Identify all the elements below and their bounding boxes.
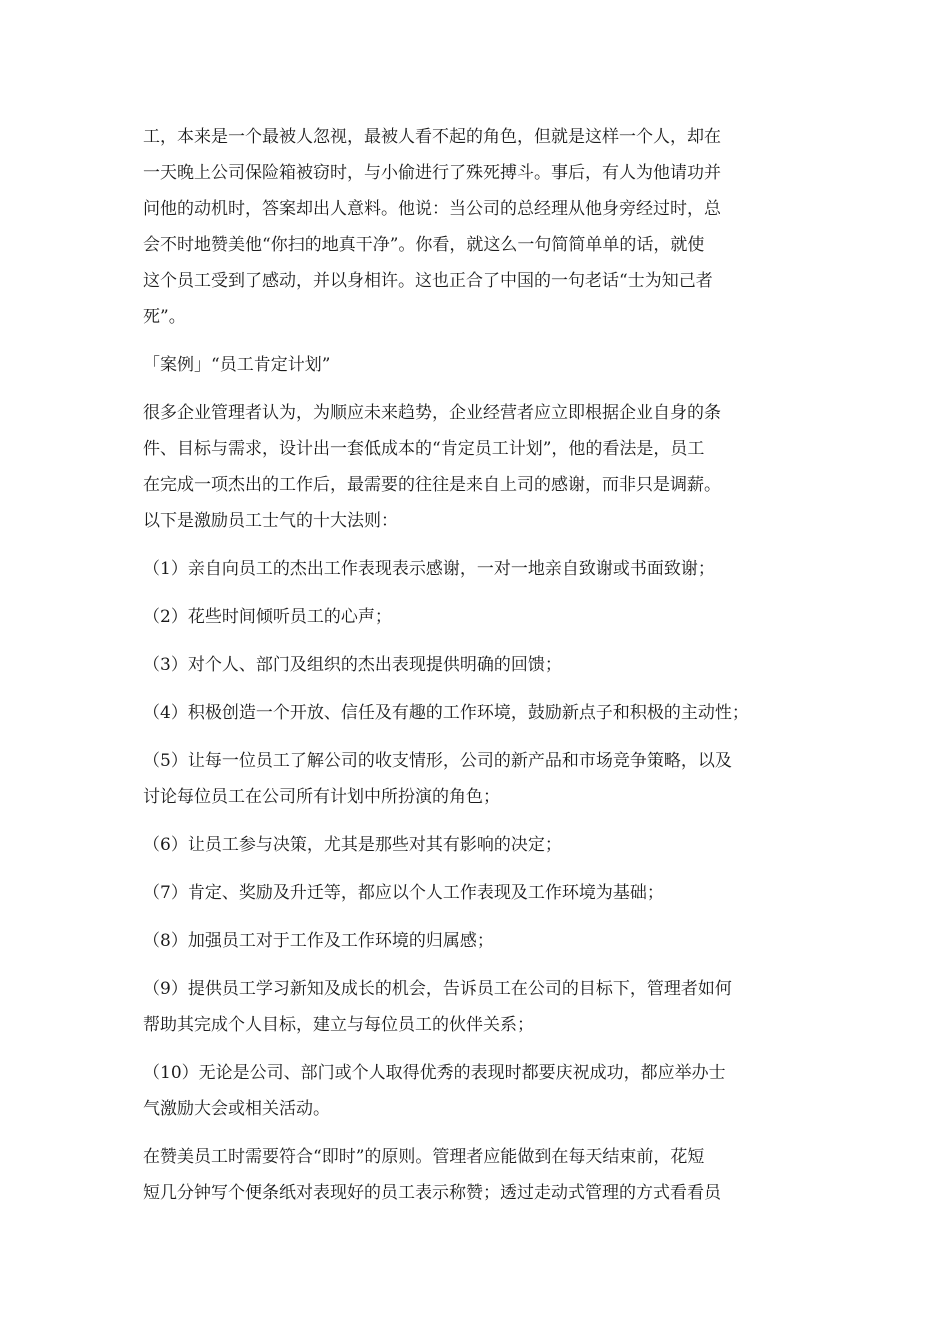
intro-paragraph: 工，本来是一个最被人忽视，最被人看不起的角色，但就是这样一个人，却在 一天晚上公司保险箱被窃时，与小偷进行了殊死搏斗。事后，有人为他请功并 问他的动机时，答案却出人意料。他说：当公司的总经理从他身旁经过时，总 会不时地赞美他“你扫的地真干净”。你看，就这么一句简简单单的话，就使 这个员工受到了感动，并以身相许。这也正合了中国的一句老话“士为知己者 死”。 (143, 127, 721, 327)
rule-item-2: （2）花些时间倾听员工的心声； (143, 607, 392, 627)
closing-paragraph: 在赞美员工时需要符合“即时”的原则。管理者应能做到在每天结束前，花短 短几分钟写个便条纸对表现好的员工表示称赞；透过走动式管理的方式看看员 (143, 1147, 721, 1203)
rule-item-6: （6）让员工参与决策，尤其是那些对其有影响的决定； (143, 835, 562, 855)
rule-item-8: （8）加强员工对于工作及工作环境的归属感； (143, 931, 494, 951)
rule-item-3: （3）对个人、部门及组织的杰出表现提供明确的回馈； (143, 655, 562, 675)
document-page (143, 119, 815, 1223)
rule-item-5: （5）让每一位员工了解公司的收支情形，公司的新产品和市场竞争策略，以及 讨论每位员工在公司所有计划中所扮演的角色； (143, 751, 732, 807)
rule-item-4: （4）积极创造一个开放、信任及有趣的工作环境，鼓励新点子和积极的主动性； (143, 703, 749, 723)
case-body-paragraph: 很多企业管理者认为，为顺应未来趋势，企业经营者应立即根据企业自身的条 件、目标与需求，设计出一套低成本的“肯定员工计划”，他的看法是，员工 在完成一项杰出的工作后，最需要的往往是来自上司的感谢，而非只是调薪。 以下是激励员工士气的十大法则： (143, 403, 721, 531)
rule-item-7: （7）肯定、奖励及升迁等，都应以个人工作表现及工作环境为基础； (143, 883, 664, 903)
rule-item-9: （9）提供员工学习新知及成长的机会，告诉员工在公司的目标下，管理者如何 帮助其完成个人目标，建立与每位员工的伙伴关系； (143, 979, 732, 1035)
rule-item-1: （1）亲自向员工的杰出工作表现表示感谢，一对一地亲自致谢或书面致谢； (143, 559, 715, 579)
rule-item-10: （10）无论是公司、部门或个人取得优秀的表现时都要庆祝成功，都应举办士 气激励大会或相关活动。 (143, 1063, 726, 1119)
case-heading: 「案例」“员工肯定计划” (143, 355, 331, 375)
